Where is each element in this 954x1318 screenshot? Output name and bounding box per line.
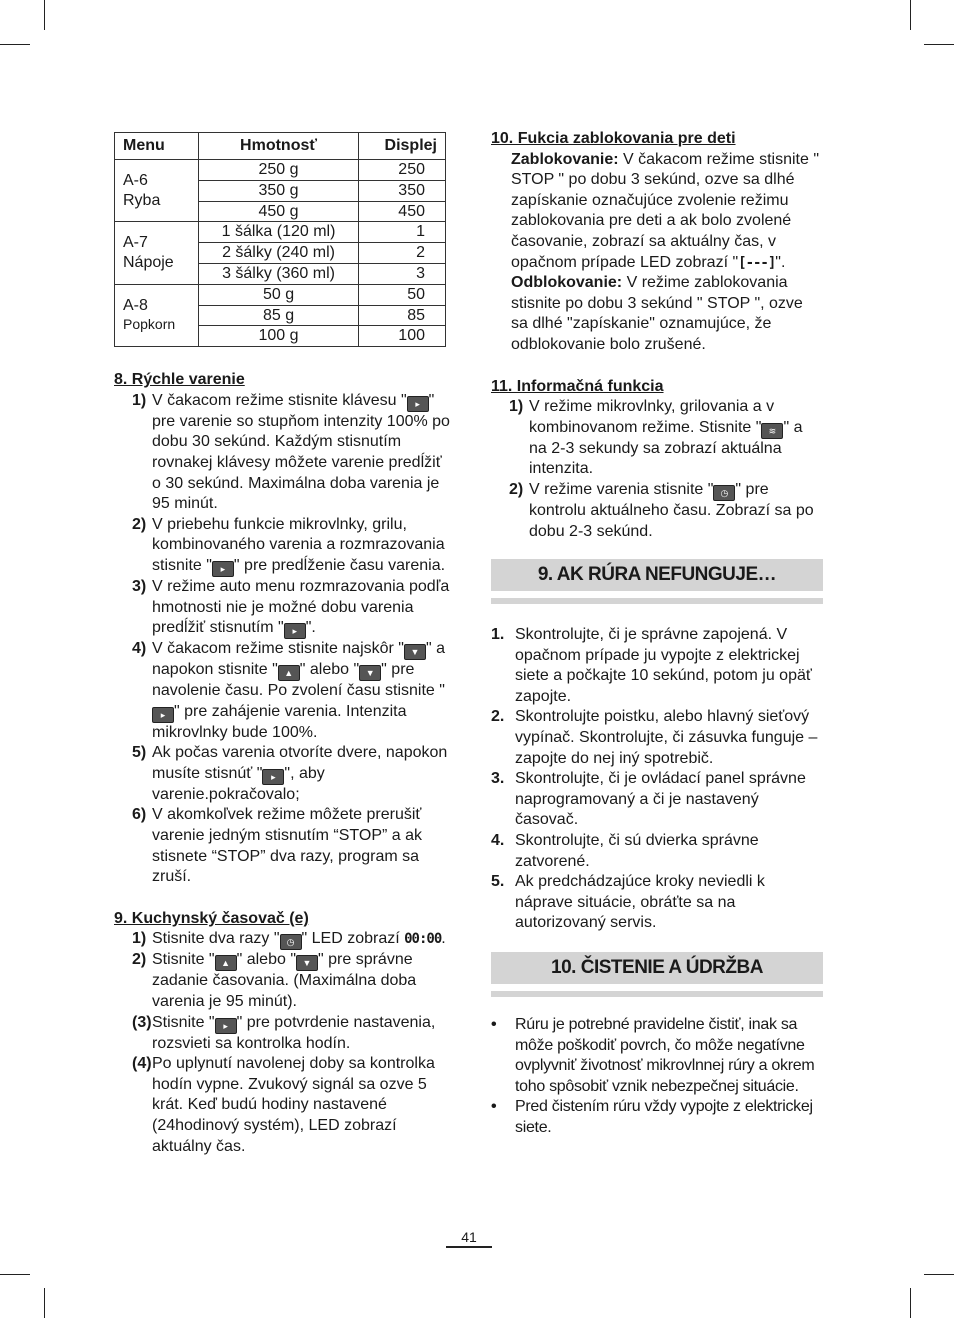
info-function-item [509,397,823,480]
arrow-up-button-icon: ▲ [278,665,300,681]
kitchen-timer-item-text: Stisnite " ▲ " alebo " ▼ " pre správne zadanie časovania. (Maximálna doba varenia je 95 minút). [152,951,417,1011]
weight-cell: 2 šálky (240 ml) [199,243,358,264]
weight-cell: 85 g [199,305,358,326]
display-cell: 100 [358,326,445,347]
cleaning-item-text: Pred čistením rúru vždy vypojte z elektrickej siete. [515,1098,813,1136]
quick-cooking-item [132,515,454,577]
troubleshooting-list [491,625,823,934]
cleaning-banner: 10. ČISTENIE A ÚDRŽBA [491,952,823,984]
cleaning-item-number: • [491,1016,497,1033]
header-display: Displej [358,133,445,160]
info-function-item-number: 1) [509,398,524,416]
weight-cell: 350 g [199,180,358,201]
crop-mark [910,0,911,30]
troubleshooting-item-number: 1. [491,626,505,644]
left-column [114,132,454,1157]
table-row [115,284,446,305]
led-display-value: 00:00 [404,931,442,948]
kitchen-timer-item-text: Stisnite dva razy " ◷ " LED zobrazí 00:00. [152,929,446,950]
menu-name: Popkorn [123,316,176,333]
kitchen-timer-list [132,929,454,1157]
crop-mark [44,0,45,30]
display-cell: 50 [358,284,445,305]
kitchen-timer-item-number: (3) [132,1013,152,1031]
troubleshooting-item-text: Skontrolujte, či je správne zapojená. V opačnom prípade ju vypojte z elektrickej siete a počkajte 10 sekúnd, potom ju opäť zapojte. [515,626,812,705]
page-number: 41 [446,1228,492,1248]
lock-label: Zablokovanie: [511,150,619,168]
troubleshooting-item [491,625,823,707]
crop-mark [44,1288,45,1318]
crop-mark [924,44,954,45]
display-cell: 1 [358,222,445,243]
quick-cooking-item-number: 1) [132,391,147,409]
header-menu: Menu [115,133,199,160]
crop-mark [0,44,30,45]
troubleshooting-item-number: 3. [491,770,505,788]
start-button-icon: ▸ [212,561,234,577]
weight-cell: 50 g [199,284,358,305]
table-row [115,222,446,243]
display-cell: 85 [358,305,445,326]
lock-text: V čakacom režime stisnite " STOP " po dobu 3 sekúnd, ozve sa dlhé zapískanie označujúce zvolenie režimu zablokovania pre deti a ak bolo zvolené časovanie, zobrazí sa aktuálny čas, v opačnom prípade LED zobrazí "[‐‐‐]". [511,150,819,271]
arrow-down-button-icon: ▼ [404,644,426,660]
kitchen-timer-item-number: (4) [132,1055,152,1073]
auto-menu-table [114,132,446,347]
start-button-icon: ▸ [284,623,306,639]
cleaning-item [491,1015,823,1097]
troubleshooting-item-text: Skontrolujte, či sú dvierka správne zatvorené. [515,832,759,870]
unlock-label: Odblokovanie: [511,274,623,292]
section-info-function-title: 11. Informačná funkcia [491,377,664,395]
info-function-item-text: V režime varenia stisnite " ◷ " pre kontrolu aktuálneho času. Zobrazí sa po dobu 2-3 sekúnd. [529,480,814,540]
crop-mark [0,1274,30,1275]
troubleshooting-banner: 9. AK RÚRA NEFUNGUJE… [491,559,823,591]
kitchen-timer-item [132,1013,454,1055]
kitchen-timer-item-text: Stisnite " ▸ " pre potvrdenie nastavenia, rozsvieti sa kontrolka hodín. [152,1013,436,1052]
menu-code: A-8 [123,296,148,314]
right-column [491,129,823,1139]
start-button-icon: ▸ [215,1018,237,1034]
info-function-item-number: 2) [509,480,524,498]
troubleshooting-item [491,769,823,831]
menu-name: Nápoje [123,254,174,272]
quick-cooking-item-text: V čakacom režime stisnite najskôr " ▼ " a napokon stisnite " ▲ " alebo " ▼ " pre navolenie času. Po zvolení času stisnite "▸ " pre zahájenie varenia. Intenzita mikrovlnky bude 100%. [152,640,446,741]
display-cell: 450 [358,201,445,222]
display-cell: 250 [358,160,445,181]
start-button-icon: ▸ [152,707,174,723]
child-lock-body [511,150,823,356]
table-body [115,160,446,347]
menu-category-cell [115,222,199,284]
quick-cooking-item-number: 3) [132,577,147,595]
weight-cell: 3 šálky (360 ml) [199,263,358,284]
unlock-text: V režime zablokovania stisnite po dobu 3 sekúnd " STOP ", ozve sa dlhé "zapískanie" oznamujúce, že odblokovanie bolo zrušené. [511,274,803,353]
display-cell: 350 [358,180,445,201]
weight-cell: 100 g [199,326,358,347]
menu-name: Ryba [123,191,161,209]
crop-mark [910,1288,911,1318]
troubleshooting-item-text: Skontrolujte poistku, alebo hlavný sieťový vypínač. Skontrolujte, či zásuvka funguje – zapojte do nej iný spotrebič. [515,708,818,767]
quick-cooking-item-text: Ak počas varenia otvoríte dvere, napokon musíte stisnúť " ▸ ", aby varenie.pokračovalo; [152,744,448,803]
weight-cell: 1 šálka (120 ml) [199,222,358,243]
troubleshooting-item [491,872,823,934]
troubleshooting-item-number: 4. [491,832,505,850]
quick-cooking-item [132,743,454,805]
troubleshooting-item [491,707,823,769]
kitchen-timer-item-number: 2) [132,951,147,969]
section-child-lock-title: 10. Fukcia zablokovania pre deti [491,130,736,147]
troubleshooting-item-number: 2. [491,708,505,726]
crop-mark [924,1274,954,1275]
start-button-icon: ▸ [262,769,284,785]
arrow-down-button-icon: ▼ [359,665,381,681]
quick-cooking-item [132,639,454,743]
arrow-up-button-icon: ▲ [215,955,237,971]
quick-cooking-item-number: 4) [132,640,147,658]
kitchen-timer-item [132,929,454,950]
start-button-icon: ▸ [407,396,429,412]
table-row [115,160,446,181]
kitchen-timer-item [132,950,454,1012]
menu-category-cell [115,284,199,346]
troubleshooting-item-number: 5. [491,873,505,891]
display-cell: 3 [358,263,445,284]
quick-cooking-item-text: V priebehu funkcie mikrovlnky, grilu, kombinovaného varenia a rozmrazovania stisnite " ▸ " pre predĺženie času varenia. [152,515,454,577]
troubleshooting-item [491,831,823,872]
quick-cooking-item-number: 6) [132,806,147,824]
quick-cooking-item [132,805,454,887]
quick-cooking-item-text: V čakacom režime stisnite klávesu " ▸ " pre varenie so stupňom intenzity 100% po dobu 30 sekúnd. Každým stisnutím rovnakej klávesy môžete varenie predĺžiť o 30 sekúnd. Maximálna doba varenia je 95 minút. [152,391,450,513]
troubleshooting-item-text: Skontrolujte, či je ovládací panel správne naprogramovaný a či je nastavený časovač. [515,770,806,829]
clock-button-icon: ◷ [713,485,735,501]
display-cell: 2 [358,243,445,264]
arrow-down-button-icon: ▼ [296,955,318,971]
info-function-list [509,397,823,542]
cleaning-list [491,1015,823,1139]
section-kitchen-timer-title: 9. Kuchynský časovač (e) [114,909,309,927]
info-function-item-text: V režime mikrovlnky, grilovania a v kombinovanom režime. Stisnite " ≋ " a na 2-3 sekundy sa zobrazí aktuálna intenzita. [529,398,803,478]
kitchen-timer-item-text: Po uplynutí navolenej doby sa kontrolka hodín vypne. Zvukový signál sa ozve 5 krát. Keď budú hodiny nastavené (24hodinový systém), LED zobrazí aktuálny čas. [152,1055,435,1155]
kitchen-timer-item-number: 1) [132,930,147,948]
weight-cell: 450 g [199,201,358,222]
section-quick-cooking-title: 8. Rýchle varenie [114,371,245,389]
quick-cooking-item-number: 2) [132,515,147,533]
header-weight: Hmotnosť [199,133,358,160]
cleaning-item-number: • [491,1098,497,1116]
quick-cooking-item-text: V režime auto menu rozmrazovania podľa hmotnosti nie je možné dobu varenia predĺžiť stisnutím " ▸ ". [152,577,454,639]
quick-cooking-item-number: 5) [132,744,147,762]
lock-display-icon: [‐‐‐] [738,254,776,271]
weight-cell: 250 g [199,160,358,181]
info-function-item [509,480,823,542]
quick-cooking-list [132,391,454,888]
power-level-button-icon: ≋ [761,423,783,439]
cleaning-item-text: Rúru je potrebné pravidelne čistiť, inak sa môže poškodiť povrch, čo môže negatívne ovplyvniť životnosť mikrovlnnej rúry a okrem toho spôsobiť vznik nebezpečnej situácie. [515,1016,815,1095]
quick-cooking-item-text: V akomkoľvek režime môžete prerušiť varenie jedným stisnutím “STOP” a ak stisnete “STOP” dva razy, program sa zruší. [152,806,423,886]
clock-button-icon: ◷ [280,934,302,950]
kitchen-timer-item [132,1054,454,1157]
menu-code: A-6 [123,171,148,189]
menu-category-cell [115,160,199,222]
quick-cooking-item [132,577,454,639]
menu-code: A-7 [123,234,148,252]
cleaning-item [491,1097,823,1138]
quick-cooking-item [132,391,454,515]
troubleshooting-item-text: Ak predchádzajúce kroky neviedli k náprave situácie, obráťte sa na autorizovaný servis. [515,873,765,932]
